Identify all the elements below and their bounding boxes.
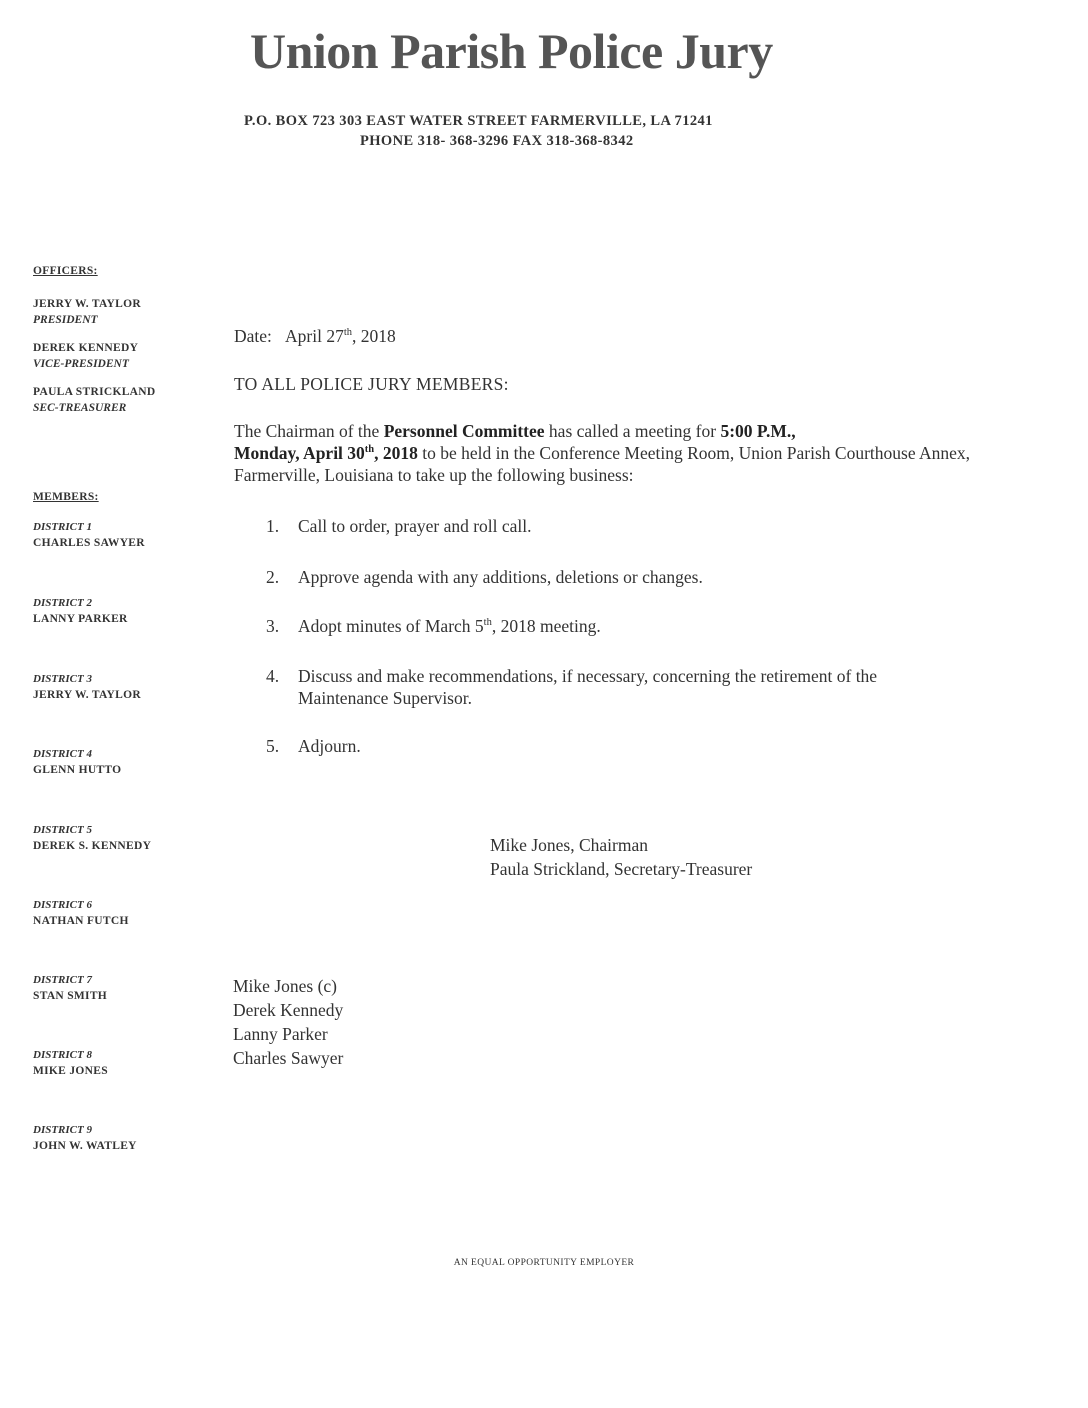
member-district: DISTRICT 2	[33, 597, 92, 609]
committee-members-list	[233, 974, 343, 1070]
member-entry	[33, 671, 141, 703]
officer-entry	[33, 384, 155, 416]
officer-role: SEC-TREASURER	[33, 402, 127, 414]
member-name: JOHN W. WATLEY	[33, 1140, 137, 1152]
member-district: DISTRICT 5	[33, 824, 92, 836]
member-district: DISTRICT 8	[33, 1049, 92, 1061]
agenda-text: Approve agenda with any additions, deletions or changes.	[298, 567, 703, 587]
agenda-number: 1.	[266, 516, 280, 536]
member-district: DISTRICT 1	[33, 521, 92, 533]
salutation: TO ALL POLICE JURY MEMBERS:	[234, 374, 509, 394]
member-district: DISTRICT 7	[33, 974, 92, 986]
officer-entry	[33, 340, 138, 372]
date-year: , 2018	[352, 326, 396, 346]
date-label: Date:	[234, 326, 272, 346]
agenda-text: Discuss and make recommendations, if necessary, concerning the retirement of the Maintenance Supervisor.	[298, 666, 878, 708]
member-entry	[33, 1047, 108, 1079]
member-entry	[33, 519, 145, 551]
footer-text: AN EQUAL OPPORTUNITY EMPLOYER	[453, 1258, 635, 1268]
intro-text: to be held in the Conference Meeting Room, Union Parish Courthouse Annex, Farmerville, Louisiana to take up the following business:	[234, 443, 971, 485]
intro-text: has called a meeting for	[544, 421, 721, 441]
agenda-text: Call to order, prayer and roll call.	[298, 516, 532, 536]
committee-member: Lanny Parker	[233, 1024, 328, 1044]
signature-block	[490, 833, 752, 881]
intro-text: The Chairman of the	[234, 421, 384, 441]
member-entry	[33, 822, 151, 854]
officer-role: VICE-PRESIDENT	[33, 358, 129, 370]
committee-member: Derek Kennedy	[233, 1000, 344, 1020]
meeting-time: 5:00 P.M.,	[720, 421, 796, 441]
meeting-day-suffix: th	[364, 444, 375, 456]
agenda-text: Adjourn.	[298, 736, 361, 756]
member-district: DISTRICT 3	[33, 673, 92, 685]
meeting-day	[234, 443, 418, 463]
meeting-day-text: Monday, April 30	[234, 443, 365, 463]
signature-line: Paula Strickland, Secretary-Treasurer	[490, 859, 753, 879]
agenda-number: 2.	[266, 567, 280, 587]
agenda-number: 4.	[266, 666, 280, 686]
member-name: MIKE JONES	[33, 1065, 108, 1077]
member-entry	[33, 897, 129, 929]
agenda-text-part: Adopt minutes of March 5	[298, 616, 484, 636]
member-name: STAN SMITH	[33, 990, 108, 1002]
committee-name: Personnel Committee	[383, 421, 545, 441]
member-entry	[33, 595, 128, 627]
officer-name: PAULA STRICKLAND	[33, 386, 156, 398]
agenda-ordinal-suffix: th	[483, 617, 492, 629]
officer-entry	[33, 296, 141, 328]
member-name: GLENN HUTTO	[33, 764, 122, 776]
members-heading: MEMBERS:	[33, 491, 99, 503]
member-name: NATHAN FUTCH	[33, 915, 129, 927]
organization-title: Union Parish Police Jury	[250, 23, 773, 79]
member-name: DEREK S. KENNEDY	[33, 840, 152, 852]
member-name: CHARLES SAWYER	[33, 537, 145, 549]
committee-member: Charles Sawyer	[233, 1048, 344, 1068]
member-entry	[33, 746, 121, 778]
member-district: DISTRICT 6	[33, 899, 92, 911]
agenda-item	[266, 515, 966, 537]
officers-heading: OFFICERS:	[33, 265, 98, 277]
phone-fax-line: PHONE 318- 368-3296 FAX 318-368-8342	[360, 133, 634, 149]
agenda-item	[266, 735, 966, 757]
committee-member: Mike Jones (c)	[233, 976, 338, 996]
member-entry	[33, 972, 107, 1004]
agenda-item	[266, 566, 966, 588]
agenda-number: 3.	[266, 616, 280, 636]
address-line: P.O. BOX 723 303 EAST WATER STREET FARMERVILLE, LA 71241	[244, 113, 713, 129]
officer-name: DEREK KENNEDY	[33, 342, 139, 354]
agenda-item	[266, 615, 966, 637]
member-district: DISTRICT 4	[33, 748, 92, 760]
intro-paragraph	[234, 420, 994, 486]
agenda-text-part: , 2018 meeting.	[491, 616, 601, 636]
letter-date	[234, 325, 396, 347]
agenda-text	[298, 615, 966, 637]
member-name: LANNY PARKER	[33, 613, 128, 625]
date-month-day: April 27	[285, 326, 344, 346]
member-district: DISTRICT 9	[33, 1124, 92, 1136]
officer-name: JERRY W. TAYLOR	[33, 298, 141, 310]
officer-role: PRESIDENT	[33, 314, 98, 326]
meeting-day-year: , 2018	[374, 443, 418, 463]
member-name: JERRY W. TAYLOR	[33, 689, 141, 701]
date-ordinal-suffix: th	[343, 327, 353, 339]
agenda-item	[266, 665, 956, 709]
signature-line: Mike Jones, Chairman	[490, 835, 648, 855]
member-entry	[33, 1122, 137, 1154]
agenda-number: 5.	[266, 736, 280, 756]
